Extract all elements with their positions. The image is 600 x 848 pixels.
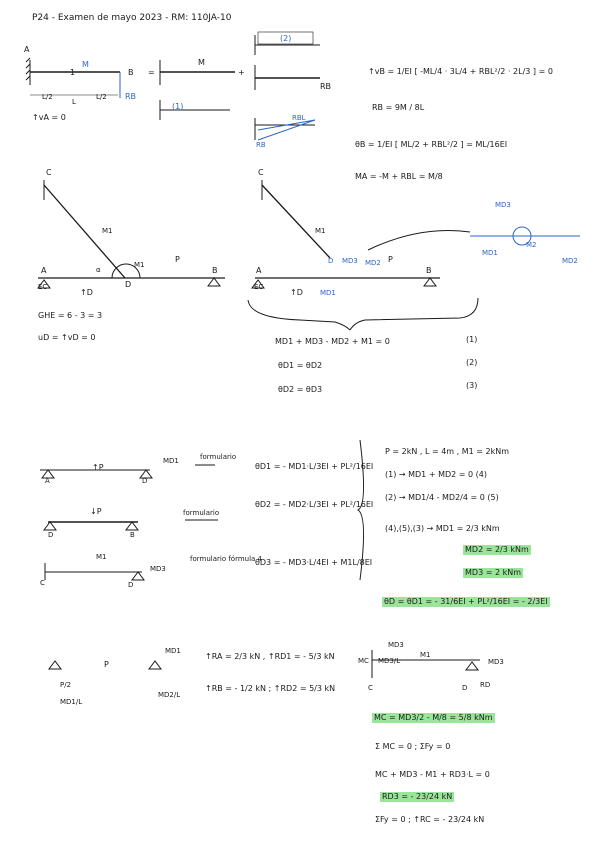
split-d: D — [328, 257, 334, 265]
p4-eq-rc: ΣFy = 0 ; ↑RC = - 23/24 kN — [375, 815, 485, 824]
sub1-eq: θD1 = - MD1·L/3EI + PL²/16EI — [255, 462, 374, 471]
compat-eq-2: θD1 = θD2 — [278, 361, 323, 370]
p4-react-1: ↑RA = 2/3 kN , ↑RD1 = - 5/3 kN — [205, 652, 335, 661]
frame-m1b: M1 — [134, 261, 145, 269]
plus-sign: + — [238, 68, 245, 77]
decomp-rbl: RBL — [292, 114, 306, 122]
split-m1: M1 — [315, 227, 326, 235]
node-m2: M2 — [526, 241, 537, 249]
va-zero: ↑vA = 0 — [32, 113, 66, 122]
p4-c: C — [368, 684, 373, 692]
node-md2: MD2 — [562, 257, 578, 265]
data-line: P = 2kN , L = 4m , M1 = 2kNm — [385, 447, 509, 456]
sub2-p: ↓P — [90, 507, 102, 516]
decomp-m: M — [198, 58, 205, 67]
frame-b: B — [212, 266, 218, 275]
sub2-b: B — [130, 531, 135, 539]
sub3-eq: θD3 = - MD3·L/4EI + M1L/8EI — [255, 558, 373, 567]
sub3-md3: MD3 — [150, 565, 166, 573]
result-md3: MD3 = 2 kNm — [465, 568, 521, 577]
eq-5: (2) → MD1/4 - MD2/4 = 0 (5) — [385, 493, 499, 502]
split-md3: MD3 — [342, 257, 358, 265]
p4-d: D — [462, 684, 468, 692]
label-l2a: L/2 — [42, 93, 53, 101]
page-title: P24 - Examen de mayo 2023 - RM: 110JA-10 — [32, 13, 232, 23]
p4-p2: P/2 — [60, 681, 72, 689]
eq-theta-b: θB = 1/EI [ ML/2 + RBL²/2 ] = ML/16EI — [355, 140, 508, 149]
compat-n-3: (3) — [466, 381, 478, 390]
label-b: B — [128, 68, 134, 77]
eq-md1: (4),(5),(3) → MD1 = 2/3 kNm — [385, 524, 500, 533]
sub2-d: D — [48, 531, 54, 539]
label-l: L — [72, 98, 76, 106]
p4-rd: RD — [480, 681, 491, 689]
split-ec: EC — [254, 283, 264, 291]
frame-ec: EC — [38, 283, 48, 291]
compat-ud: uD = ↑vD = 0 — [38, 333, 96, 342]
p4-md1: MD1 — [165, 647, 181, 655]
frame-a: A — [41, 266, 47, 275]
sub3-c: C — [40, 579, 45, 587]
label-1: 1 — [70, 68, 76, 77]
label-rb: RB — [125, 92, 137, 101]
node-md1: MD1 — [482, 249, 498, 257]
compat-n-1: (1) — [466, 335, 478, 344]
compat-eq-1: MD1 + MD3 - MD2 + M1 = 0 — [275, 337, 390, 346]
frame-vd: ↑D — [80, 288, 93, 297]
result-md2: MD2 = 2/3 kNm — [465, 545, 529, 554]
sub1-tag: formulario — [200, 453, 237, 461]
p4-eq-moment: MC + MD3 - M1 + RD3·L = 0 — [375, 770, 490, 779]
label-a: A — [24, 45, 30, 54]
p4-m1: M1 — [420, 651, 431, 659]
split-md1: MD1 — [320, 289, 336, 297]
case-2-label: (2) — [280, 34, 292, 43]
eq-ma: MA = -M + RBL = M/8 — [355, 172, 443, 181]
p4-mc: MC — [358, 657, 369, 665]
compat-eq-3: θD2 = θD3 — [278, 385, 323, 394]
split-vd: ↑D — [290, 288, 303, 297]
split-c: C — [258, 168, 264, 177]
sub1-p: ↑P — [92, 463, 104, 472]
p4-md3: MD3 — [388, 641, 404, 649]
sub1-d: D — [142, 477, 148, 485]
eq-vb: ↑vB = 1/EI [ -ML/4 · 3L/4 + RBL²/2 · 2L/3 ] = 0 — [368, 67, 553, 76]
sub3-d: D — [128, 581, 134, 589]
p4-md2l: MD2/L — [158, 691, 181, 699]
p4-eq-mc: MC = MD3/2 - M/8 = 5/8 kNm — [374, 713, 493, 722]
frame-d: D — [125, 280, 132, 289]
eq-rb: RB = 9M / 8L — [372, 103, 425, 112]
p4-md1l: MD1/L — [60, 698, 83, 706]
problem2-split — [248, 180, 580, 330]
node-md3: MD3 — [495, 201, 511, 209]
sub2-eq: θD2 = - MD2·L/3EI + PL²/16EI — [255, 500, 374, 509]
case-1-label: (1) — [172, 102, 184, 111]
frame-alpha: α — [96, 266, 101, 274]
frame-m1: M1 — [102, 227, 113, 235]
split-p: P — [388, 255, 393, 264]
split-a: A — [256, 266, 262, 275]
label-l2b: L/2 — [96, 93, 107, 101]
sub1-md1: MD1 — [163, 457, 179, 465]
decomp-rb2: RB — [256, 141, 266, 149]
p4-p: P — [104, 660, 109, 669]
p4-eq-rd3: RD3 = - 23/24 kN — [382, 792, 453, 801]
problem1-decomp — [160, 32, 320, 140]
frame-c: C — [46, 168, 52, 177]
result-theta-d: θD = θD1 = - 31/6EI + PL²/16EI = - 2/3EI — [384, 597, 548, 606]
sub2-tag: formulario — [183, 509, 220, 517]
p4-md3l: MD3/L — [378, 657, 401, 665]
equals-sign: = — [148, 68, 155, 77]
decomp-rb: RB — [320, 82, 332, 91]
compat-n-2: (2) — [466, 358, 478, 367]
sub3-m1: M1 — [96, 553, 107, 561]
sub3-tag: formulario fórmula 4 — [190, 555, 262, 563]
label-m: M — [82, 60, 89, 69]
frame-p: P — [175, 255, 180, 264]
p4-eq-sum: Σ MC = 0 ; ΣFy = 0 — [375, 742, 451, 751]
split-b: B — [426, 266, 432, 275]
split-md2: MD2 — [365, 259, 381, 267]
ghe: GHE = 6 - 3 = 3 — [38, 311, 103, 320]
problem2-frame — [38, 180, 225, 288]
sub1-a: A — [45, 477, 50, 485]
p4-md3b: MD3 — [488, 658, 504, 666]
p4-react-2: ↑RB = - 1/2 kN ; ↑RD2 = 5/3 kN — [205, 684, 336, 693]
eq-4: (1) → MD1 + MD2 = 0 (4) — [385, 470, 487, 479]
